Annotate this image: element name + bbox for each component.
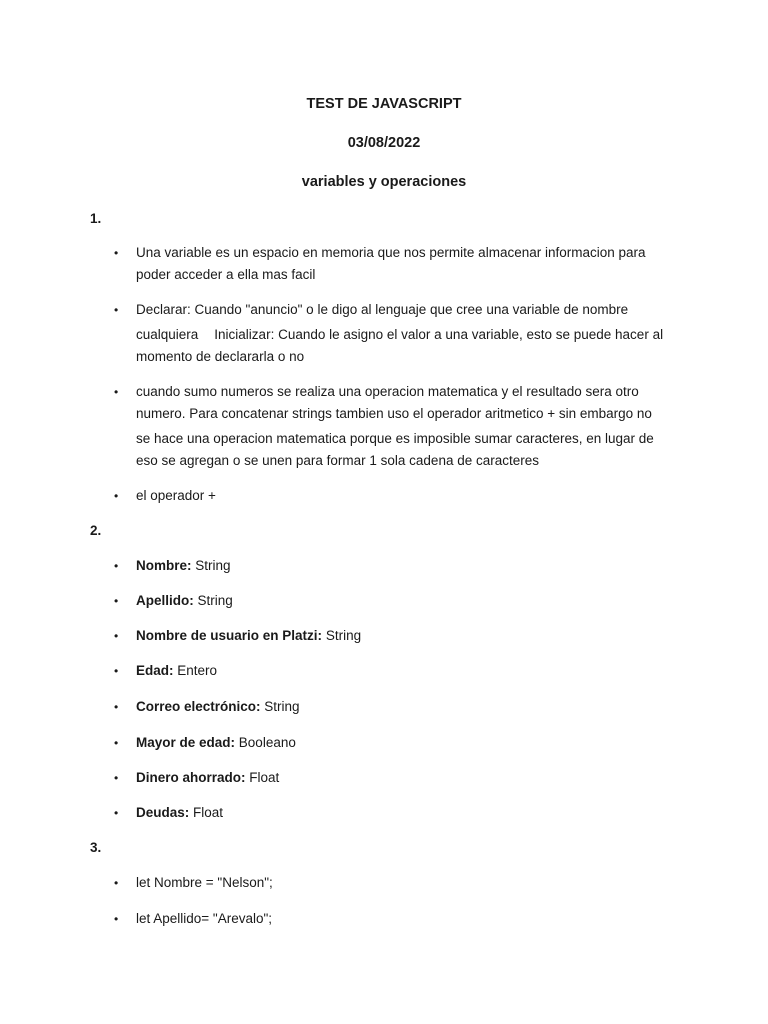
bullet-icon: • xyxy=(114,559,119,573)
list-item-text: poder acceder a ella mas facil xyxy=(136,267,316,282)
bullet-icon: • xyxy=(114,736,119,750)
bullet-icon: • xyxy=(114,771,119,785)
list-item-text: Una variable es un espacio en memoria que nos permite almacenar informacion para xyxy=(136,245,646,260)
list-item xyxy=(114,767,676,789)
document-title: TEST DE JAVASCRIPT xyxy=(306,96,462,112)
bullet-icon: • xyxy=(114,246,119,260)
field-label: Nombre: xyxy=(136,558,192,573)
field-type: Float xyxy=(193,805,224,820)
list-item xyxy=(114,908,676,930)
bullet-icon: • xyxy=(114,303,119,317)
section-number-2: 2. xyxy=(90,523,102,538)
field-type: String xyxy=(195,558,231,573)
section-number-1: 1. xyxy=(90,211,102,226)
field-type: Entero xyxy=(177,663,218,678)
bullet-icon: • xyxy=(114,664,119,678)
list-item xyxy=(114,299,676,368)
list-item xyxy=(114,242,676,286)
list-item xyxy=(114,555,676,577)
field-label: Dinero ahorrado: xyxy=(136,770,246,785)
list-item xyxy=(114,732,676,754)
list-item xyxy=(114,590,676,612)
bullet-icon: • xyxy=(114,385,119,399)
list-item xyxy=(114,696,676,718)
list-item-text: eso se agregan o se unen para formar 1 sola cadena de caracteres xyxy=(136,453,540,468)
list-item xyxy=(114,802,676,824)
bullet-icon: • xyxy=(114,806,119,820)
field-label: Correo electrónico: xyxy=(136,699,261,714)
list-item xyxy=(114,660,676,682)
bullet-icon: • xyxy=(114,594,119,608)
list-item-text: numero. Para concatenar strings tambien uso el operador aritmetico + sin embargo no xyxy=(136,406,652,421)
list-item-line xyxy=(136,324,676,346)
field-label: Edad: xyxy=(136,663,174,678)
field-label: Deudas: xyxy=(136,805,190,820)
list-item xyxy=(114,872,676,894)
list-item xyxy=(114,485,676,507)
field-type: String xyxy=(264,699,300,714)
field-type: String xyxy=(197,593,233,608)
list-item xyxy=(114,381,676,472)
bullet-icon: • xyxy=(114,700,119,714)
list-item-text: Declarar: Cuando "anuncio" o le digo al lenguaje que cree una variable de nombre xyxy=(136,302,629,317)
document-date: 03/08/2022 xyxy=(347,135,421,151)
bullet-icon: • xyxy=(114,489,119,503)
field-label: Nombre de usuario en Platzi: xyxy=(136,628,323,643)
document-topic: variables y operaciones xyxy=(301,174,467,190)
field-type: String xyxy=(325,628,362,643)
field-label: Apellido: xyxy=(136,593,194,608)
list-item-text: cualquiera xyxy=(136,327,199,342)
code-statement: let Apellido= "Arevalo"; xyxy=(136,911,273,926)
list-item-text: momento de declararla o no xyxy=(136,349,305,364)
list-item xyxy=(114,625,676,647)
bullet-icon: • xyxy=(114,629,119,643)
list-item-text: se hace una operacion matematica porque es imposible sumar caracteres, en lugar de xyxy=(136,431,654,446)
field-type: Float xyxy=(249,770,280,785)
list-item-text: Inicializar: Cuando le asigno el valor a una variable, esto se puede hacer al xyxy=(214,327,664,342)
bullet-icon: • xyxy=(114,912,119,926)
list-item-text: cuando sumo numeros se realiza una operacion matematica y el resultado sera otro xyxy=(136,384,639,399)
list-item-text: el operador + xyxy=(136,488,216,503)
field-label: Mayor de edad: xyxy=(136,735,236,750)
code-statement: let Nombre = "Nelson"; xyxy=(136,875,273,890)
field-type: Booleano xyxy=(238,735,296,750)
bullet-icon: • xyxy=(114,876,119,890)
section-number-3: 3. xyxy=(90,840,102,855)
